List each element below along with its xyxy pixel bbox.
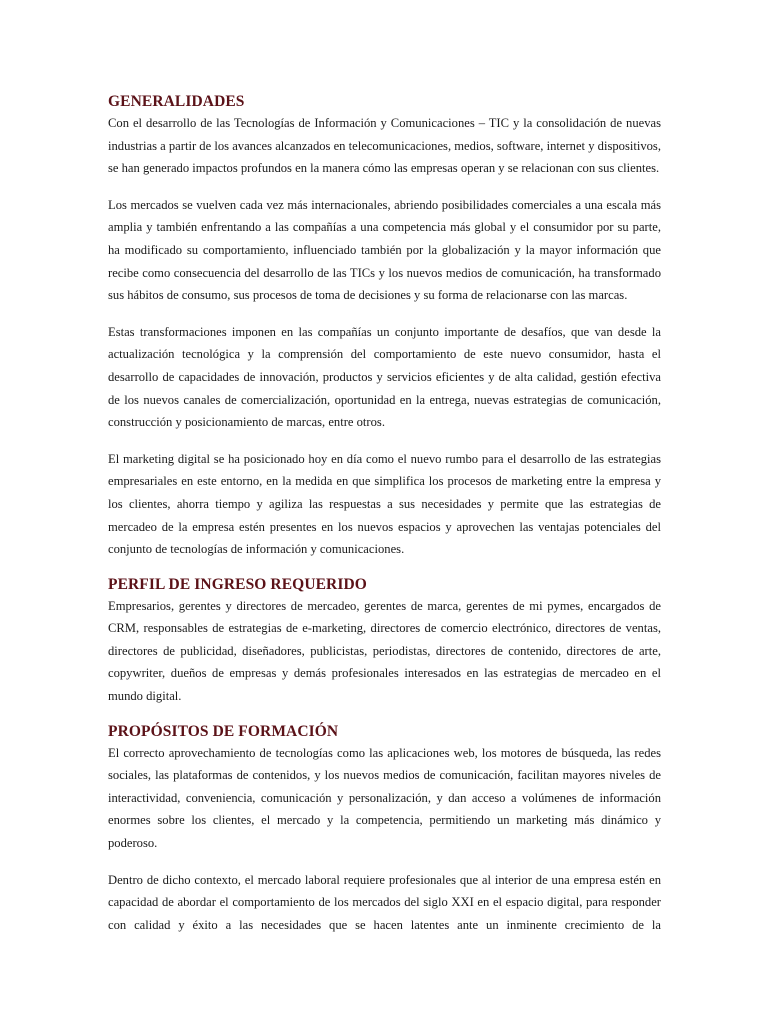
document-page xyxy=(108,92,661,936)
paragraph: El correcto aprovechamiento de tecnologías como las aplicaciones web, los motores de búsqueda, las redes sociales, las plataformas de contenidos, y los nuevos medios de comunicación, facilitan mayores niveles de interactividad, conveniencia, comunicación y personalización, y dan acceso a volúmenes de información enormes sobre los clientes, el mercado y la competencia, permitiendo un marketing más dinámico y poderoso. xyxy=(108,745,661,851)
section-heading-perfil: PERFIL DE INGRESO REQUERIDO xyxy=(108,575,367,593)
paragraph: Dentro de dicho contexto, el mercado laboral requiere profesionales que al interior de una empresa estén en capacidad de abordar el comportamiento de los mercados del siglo XXI en el espacio digital, para responder con calidad y éxito a las necesidades que se hacen latentes ante un inminente crecimiento de la xyxy=(108,872,661,932)
paragraph: Los mercados se vuelven cada vez más internacionales, abriendo posibilidades comerciales a una escala más amplia y también enfrentando a las compañías a una competencia más global y el consumidor por su parte, ha modificado su comportamiento, influenciado también por la globalización y la mayor información que recibe como consecuencia del desarrollo de las TICs y los nuevos medios de comunicación, ha transformado sus hábitos de consumo, sus procesos de toma de decisiones y su forma de relacionarse con las marcas. xyxy=(108,197,661,303)
paragraph: Con el desarrollo de las Tecnologías de Información y Comunicaciones – TIC y la consolidación de nuevas industrias a partir de los avances alcanzados en telecomunicaciones, medios, software, internet y dispositivos, se han generado impactos profundos en la manera cómo las empresas operan y se relacionan con sus clientes. xyxy=(108,116,661,176)
section-heading-propositos: PROPÓSITOS DE FORMACIÓN xyxy=(108,722,339,740)
section-heading-generalidades: GENERALIDADES xyxy=(108,93,245,110)
paragraph: El marketing digital se ha posicionado hoy en día como el nuevo rumbo para el desarrollo de las estrategias empresariales en este entorno, en la medida en que simplifica los procesos de marketing entre la empresa y los clientes, ahorra tiempo y agiliza las respuestas a sus necesidades y permite que las estrategias de mercadeo de la empresa estén presentes en los nuevos espacios y aprovechen las ventajas potenciales del conjunto de tecnologías de información y comunicaciones. xyxy=(108,451,661,557)
paragraph: Estas transformaciones imponen en las compañías un conjunto importante de desafíos, que van desde la actualización tecnológica y la comprensión del comportamiento de este nuevo consumidor, hasta el desarrollo de capacidades de innovación, productos y servicios eficientes y de alta calidad, gestión efectiva de los nuevos canales de comercialización, oportunidad en la entrega, nuevas estrategias de comunicación, construcción y posicionamiento de marcas, entre otros. xyxy=(108,324,661,430)
paragraph: Empresarios, gerentes y directores de mercadeo, gerentes de marca, gerentes de mi pymes, encargados de CRM, responsables de estrategias de e-marketing, directores de comercio electrónico, directores de ventas, directores de publicidad, diseñadores, publicistas, periodistas, directores de contenido, directores de arte, copywriter, dueños de empresas y demás profesionales interesados en las estrategias de mercadeo en el mundo digital. xyxy=(108,598,661,704)
